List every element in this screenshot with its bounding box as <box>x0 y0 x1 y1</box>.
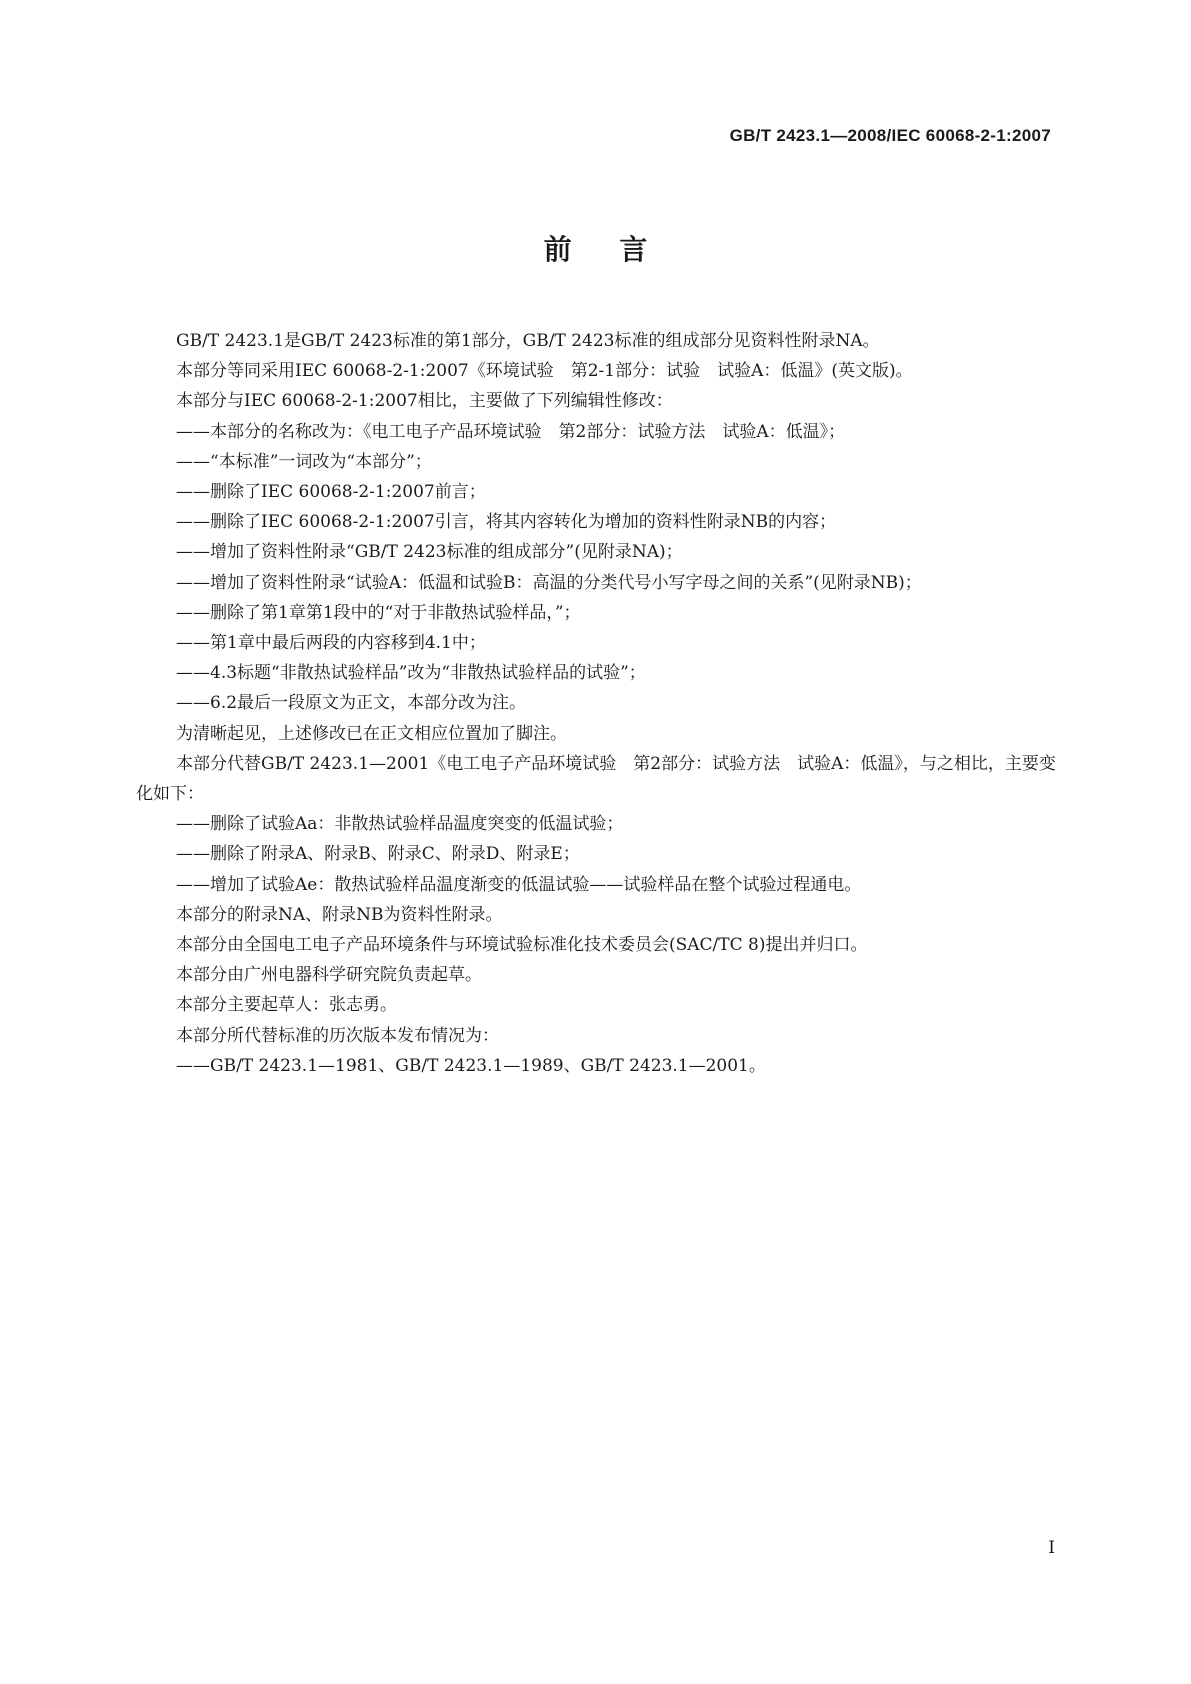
dash-list-item: ——增加了资料性附录“GB/T 2423标准的组成部分”(见附录NA)； <box>176 542 683 563</box>
paragraph: 本部分的附录NA、附录NB为资料性附录。 <box>176 904 503 925</box>
dash-list-item: ——删除了附录A、附录B、附录C、附录D、附录E； <box>176 844 580 865</box>
paragraph: 本部分由全国电工电子产品环境条件与环境试验标准化技术委员会(SAC/TC 8)提出并归口。 <box>176 935 868 956</box>
paragraph: 本部分所代替标准的历次版本发布情况为： <box>176 1025 499 1046</box>
dash-list-item: ——增加了试验Ae：散热试验样品温度渐变的低温试验——试验样品在整个试验过程通电。 <box>176 874 862 895</box>
body-text <box>136 326 1056 1081</box>
dash-list-item: ——第1章中最后两段的内容移到4.1中； <box>176 633 486 654</box>
dash-list-item: ——4.3标题“非散热试验样品”改为“非散热试验样品的试验”； <box>176 663 646 684</box>
paragraph: 本部分等同采用IEC 60068-2-1:2007《环境试验 第2-1部分：试验 试验A：低温》(英文版)。 <box>176 361 913 382</box>
paragraph: GB/T 2423.1是GB/T 2423标准的第1部分，GB/T 2423标准的组成部分见资料性附录NA。 <box>176 331 880 351</box>
dash-list-item: ——GB/T 2423.1—1981、GB/T 2423.1—1989、GB/T 2423.1—2001。 <box>176 1055 766 1076</box>
dash-list-item: ——6.2最后一段原文为正文，本部分改为注。 <box>176 693 527 714</box>
standard-number-header: GB/T 2423.1—2008/IEC 60068-2-1:2007 <box>729 126 1051 145</box>
dash-list-item: ——删除了IEC 60068-2-1:2007引言，将其内容转化为增加的资料性附录NB的内容； <box>176 512 837 533</box>
dash-list-item: ——“本标准”一词改为“本部分”； <box>176 451 432 472</box>
dash-list-item: ——删除了第1章第1段中的“对于非散热试验样品，”； <box>176 602 581 623</box>
paragraph: 本部分由广州电器科学研究院负责起草。 <box>176 965 482 986</box>
paragraph: 本部分代替GB/T 2423.1—2001《电工电子产品环境试验 第2部分：试验方法 试验A：低温》，与之相比，主要变化如下： <box>136 753 1056 805</box>
dash-list-item: ——增加了资料性附录“试验A：低温和试验B：高温的分类代号小写字母之间的关系”(见附录NB)； <box>176 572 922 593</box>
page-title: 前 言 <box>543 233 648 266</box>
dash-list-item: ——删除了试验Aa：非散热试验样品温度突变的低温试验； <box>176 814 624 835</box>
dash-list-item: ——本部分的名称改为：《电工电子产品环境试验 第2部分：试验方法 试验A：低温》； <box>176 421 846 442</box>
paragraph: 本部分与IEC 60068-2-1:2007相比，主要做了下列编辑性修改： <box>176 391 673 412</box>
page-number: I <box>1048 1538 1055 1558</box>
paragraph: 为清晰起见，上述修改已在正文相应位置加了脚注。 <box>176 723 567 744</box>
paragraph: 本部分主要起草人：张志勇。 <box>176 995 397 1016</box>
dash-list-item: ——删除了IEC 60068-2-1:2007前言； <box>176 482 486 503</box>
